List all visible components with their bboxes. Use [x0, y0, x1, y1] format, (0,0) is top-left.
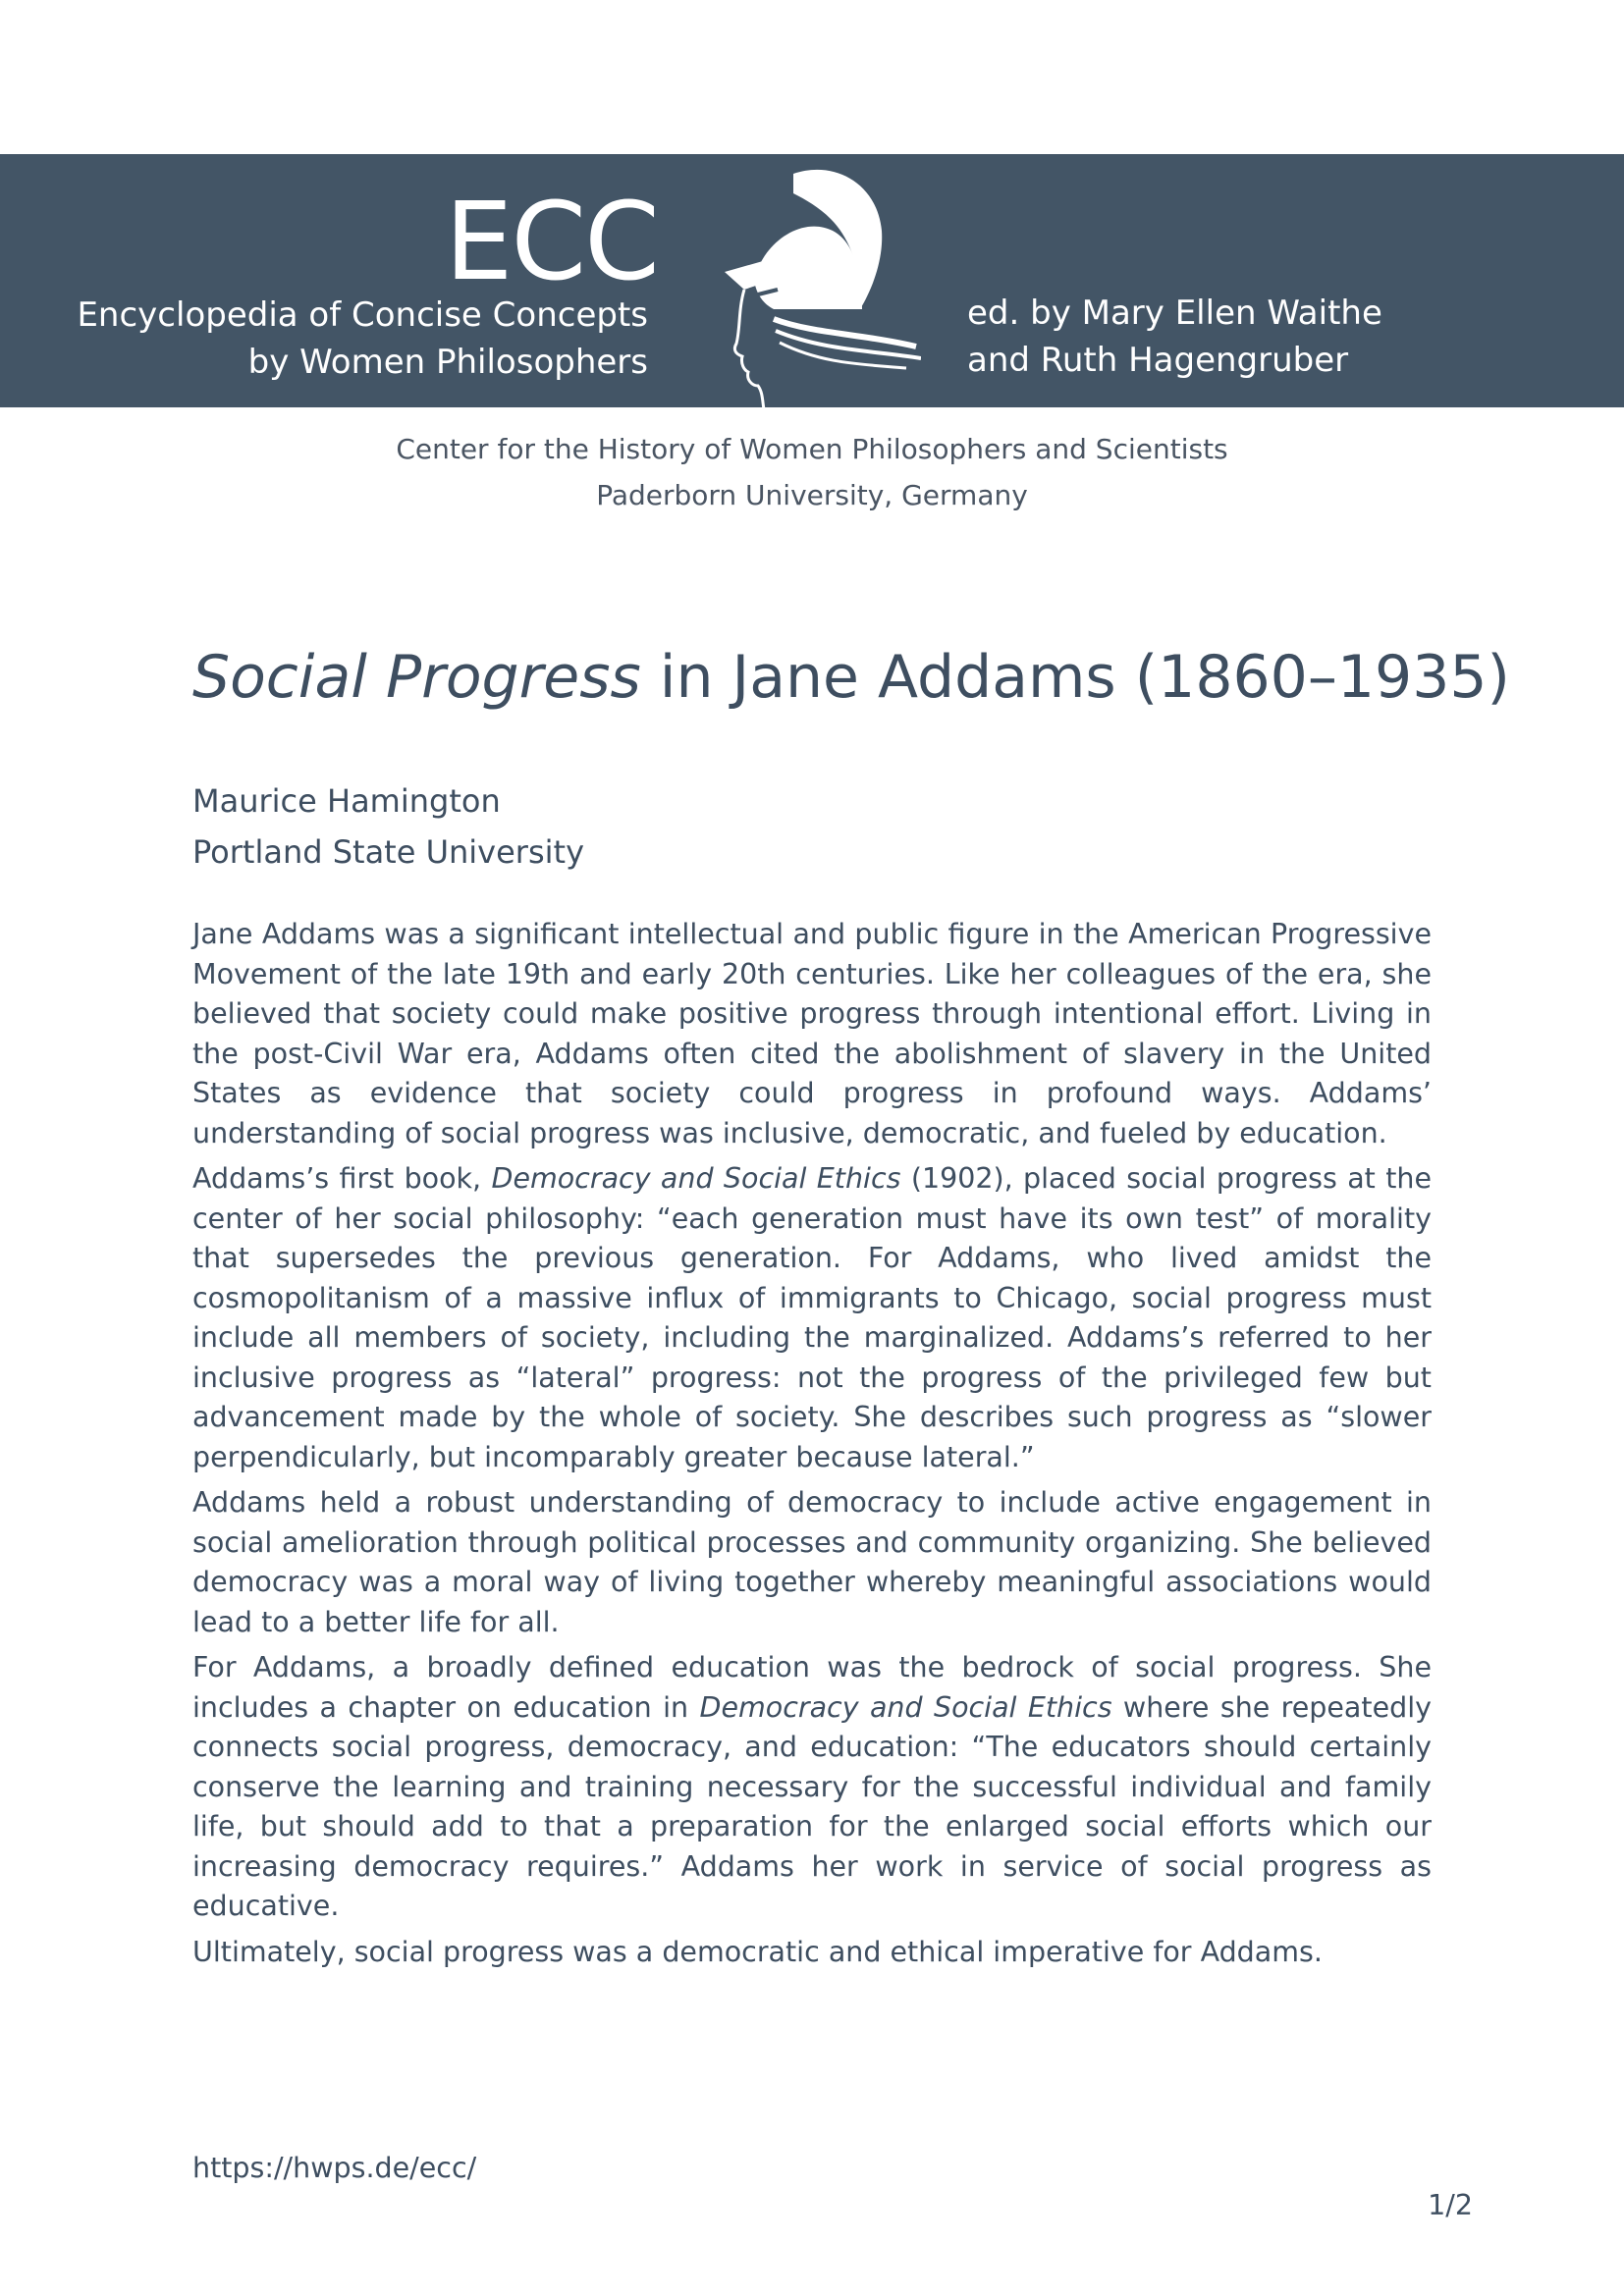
paragraph-2: [192, 1159, 1432, 1477]
author-affiliation: Portland State University: [192, 833, 584, 871]
header-banner: [0, 154, 1624, 407]
paragraph-2-text-a: Addams’s first book,: [192, 1162, 492, 1195]
editors-line-2: and Ruth Hagengruber: [967, 341, 1349, 380]
institution-line-2: Paderborn University, Germany: [596, 479, 1028, 511]
editors-line-1: ed. by Mary Ellen Waithe: [967, 294, 1382, 333]
article-title: [192, 640, 1510, 715]
article-body: [192, 915, 1432, 1978]
institution: [0, 426, 1624, 518]
article-title-rest: in Jane Addams (1860–1935): [640, 643, 1510, 712]
series-title-line-1: Encyclopedia of Concise Concepts: [77, 295, 648, 335]
paragraph-2-text-b: (1902), placed social progress at the center of her social philosophy: “each generation must have its own test” of morality that supersedes the previous generation. For Addams, who lived amidst the cosmopolitanism of a massive influx of immigrants to Chicago, social progress must include all members of society, including the marginalized. Addams’s referred to her inclusive progress as “lateral” progress: not the progress of the privileged few but advancement made by the whole of society. She describes such progress as “slower perpendicularly, but incomparably greater because lateral.”: [192, 1162, 1433, 1473]
footer-url[interactable]: https://hwps.de/ecc/: [192, 2152, 477, 2184]
editors: [967, 290, 1458, 384]
author-block: [192, 775, 1076, 878]
book-title: Democracy and Social Ethics: [491, 1162, 901, 1195]
institution-line-1: Center for the History of Women Philosophers and Scientists: [396, 433, 1228, 465]
page-number: 1/2: [1428, 2189, 1473, 2221]
athena-helmet-logo-icon: [715, 162, 921, 407]
book-title: Democracy and Social Ethics: [699, 1690, 1112, 1724]
series-title: [59, 292, 648, 386]
ecc-logo-text: ECC: [444, 179, 658, 304]
paragraph-4: [192, 1648, 1432, 1927]
paragraph-3: Addams held a robust understanding of democracy to include active engagement in social amelioration through political processes and community organizing. She believed democracy was a moral way of living together whereby meaningful associations would lead to a better life for all.: [192, 1486, 1432, 1638]
article-title-italic: Social Progress: [192, 643, 641, 712]
paragraph-4-text-a: For Addams, a broadly defined education was the bedrock of social progress. She includes a chapter on education in: [192, 1651, 1432, 1724]
paragraph-5: Ultimately, social progress was a democratic and ethical imperative for Addams.: [192, 1935, 1323, 1968]
paragraph-1: Jane Addams was a significant intellectual and public figure in the American Progressive Movement of the late 19th and early 20th centuries. Like her colleagues of the era, she believed that society could make positive progress through intentional effort. Living in the post-Civil War era, Addams often cited the abolishment of slavery in the United States as evidence that society could progress in profound ways. Addams’ understanding of social progress was inclusive, democratic, and fueled by education.: [192, 918, 1432, 1149]
paragraph-4-text-b: where she repeatedly connects social progress, democracy, and education: “The educators should certainly conserve the learning and training necessary for the successful individual and family life, but should add to that a preparation for the enlarged social efforts which our increasing democracy requires.” Addams her work in service of social progress as educative.: [192, 1690, 1432, 1922]
author-name: Maurice Hamington: [192, 782, 501, 820]
series-title-line-2: by Women Philosophers: [247, 343, 648, 382]
